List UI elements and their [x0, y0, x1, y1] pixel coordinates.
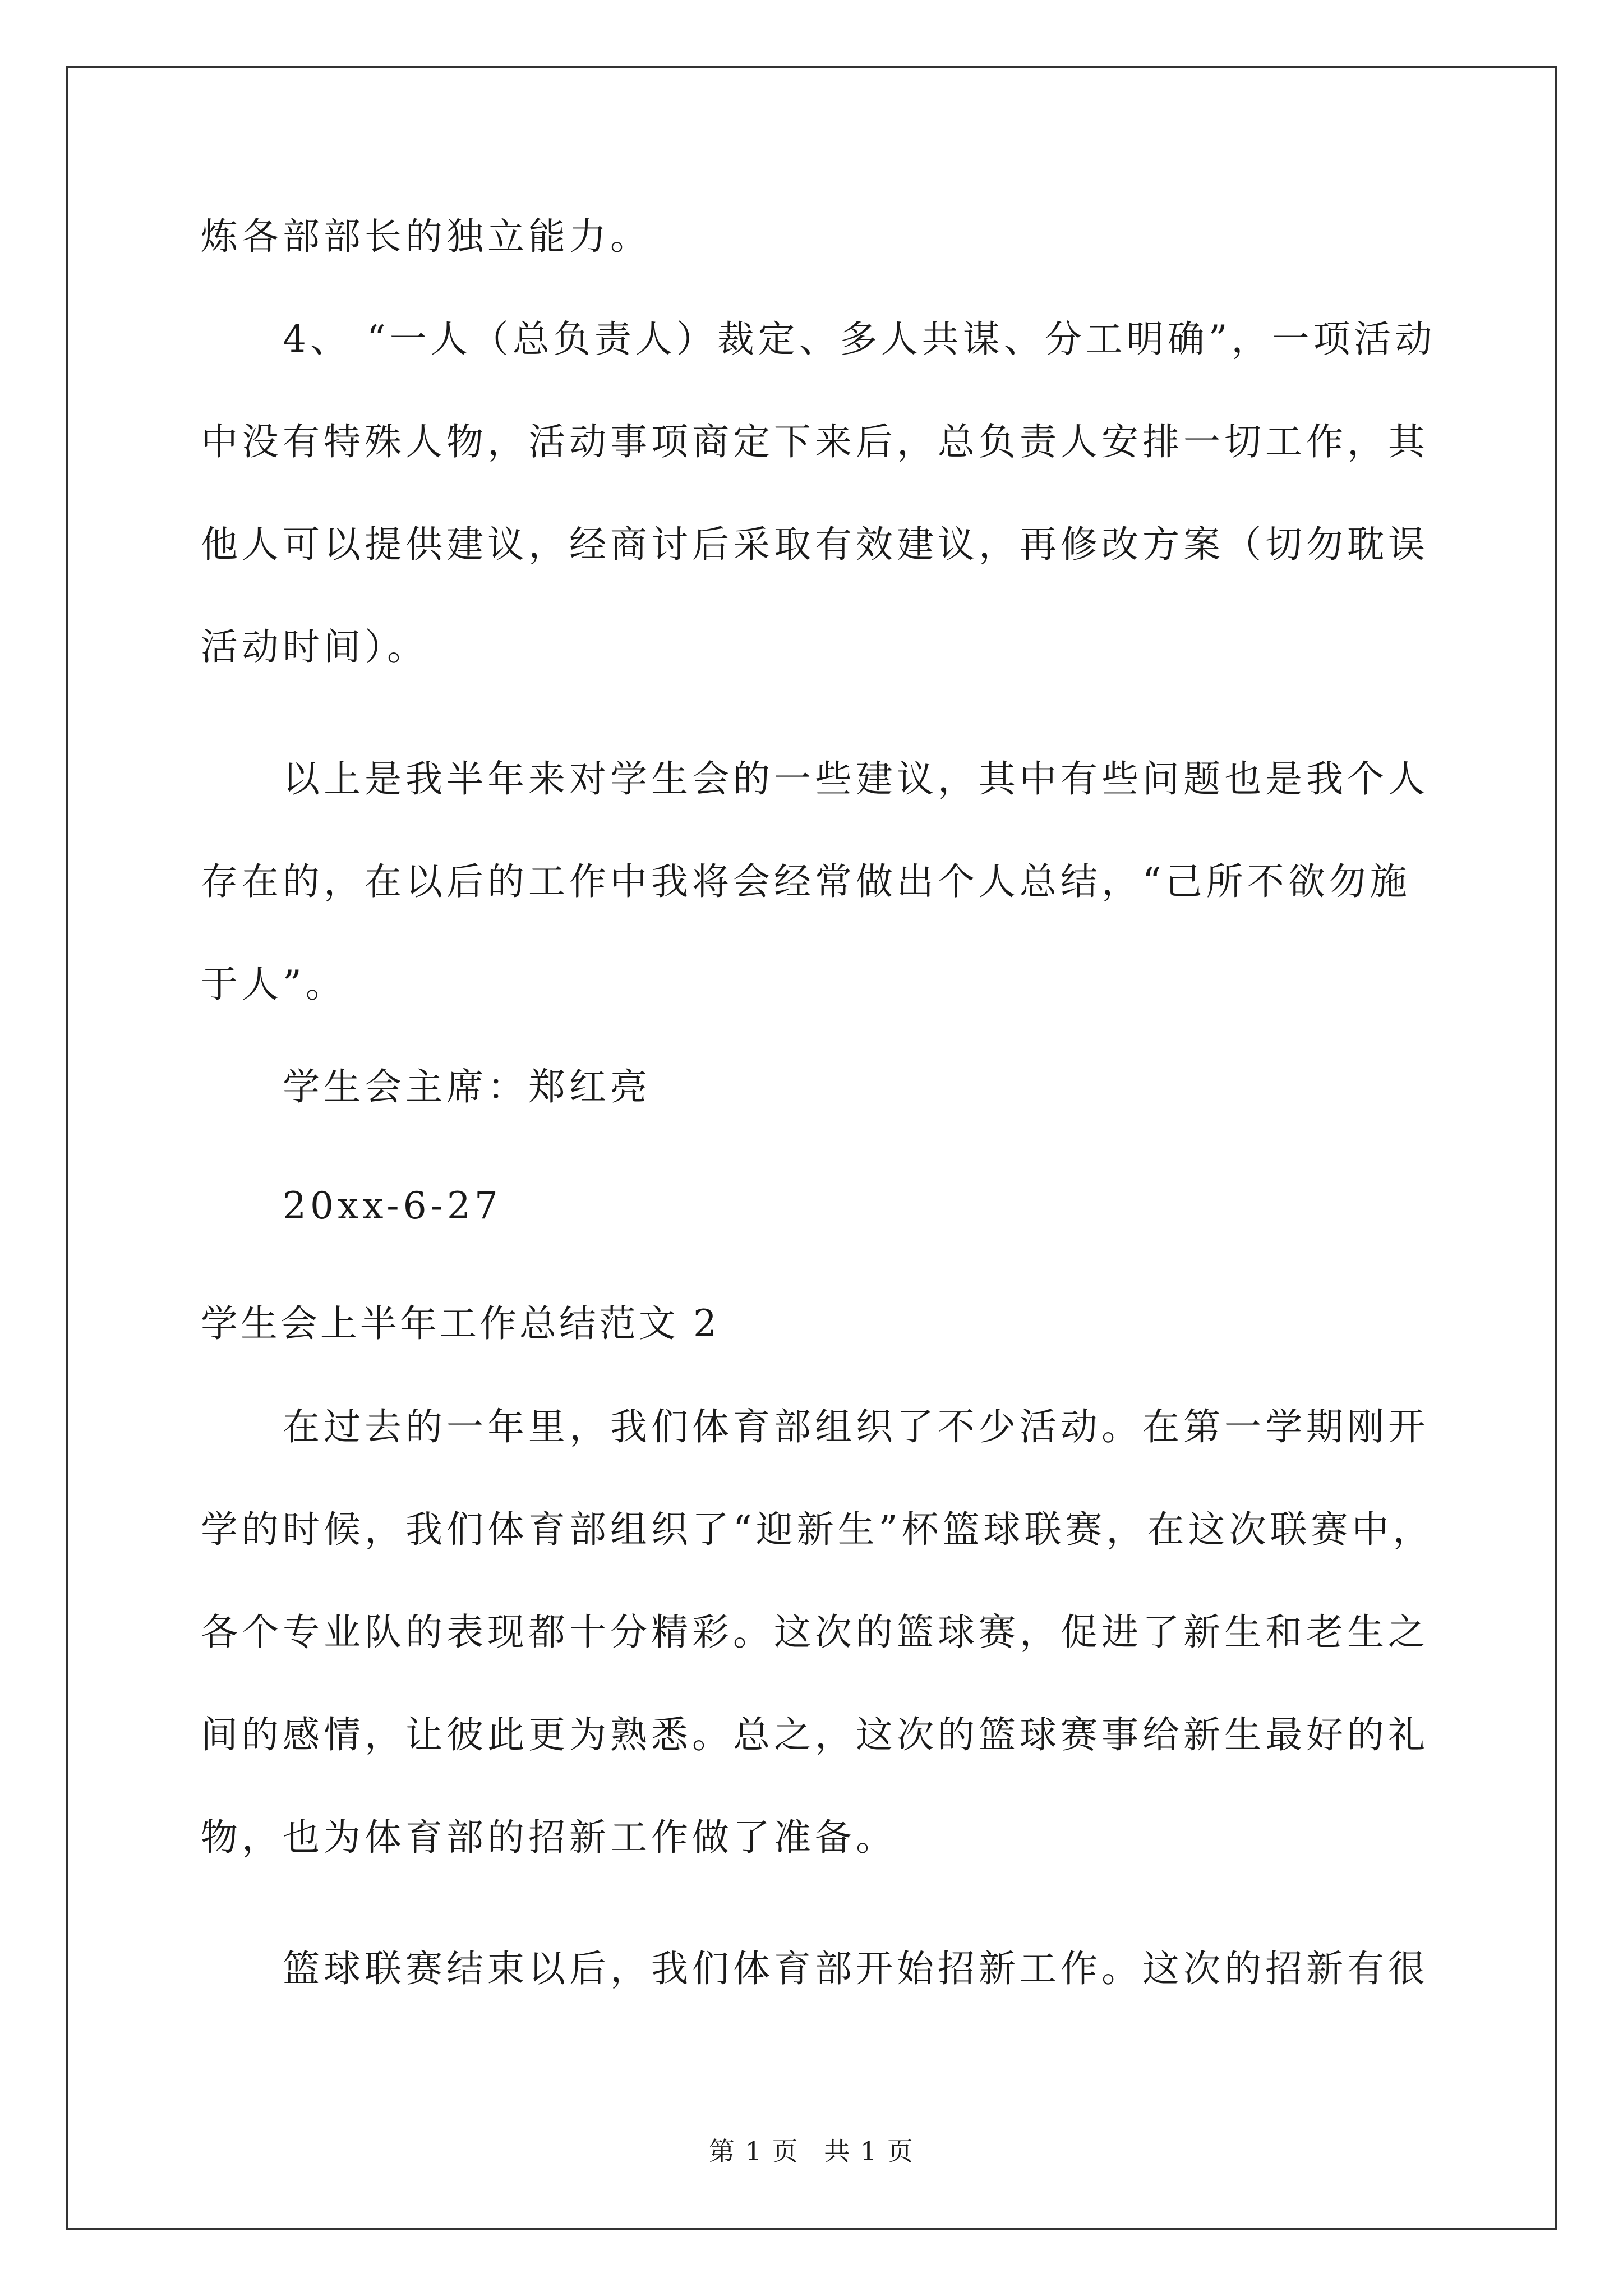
- text-line: 物，也为体育部的招新工作做了准备。: [201, 1816, 897, 1859]
- text-line: 于人”。: [201, 963, 347, 1006]
- text-line: 炼各部部长的独立能力。: [201, 215, 651, 258]
- text-line: 中没有特殊人物，活动事项商定下来后，总负责人安排一切工作，其: [201, 420, 1429, 463]
- page-footer: [0, 2134, 1623, 2168]
- text-line: 活动时间）。: [201, 625, 428, 669]
- text-line: 学的时候，我们体育部组织了“迎新生”杯篮球联赛，在这次联赛中，: [201, 1508, 1434, 1551]
- text-line: 存在的，在以后的工作中我将会经常做出个人总结，“己所不欲勿施: [201, 860, 1411, 903]
- paragraph-start: 篮球联赛结束以后，我们体育部开始招新工作。这次的招新有很: [283, 1947, 1429, 1990]
- section-heading: 学生会上半年工作总结范文 2: [201, 1302, 720, 1345]
- paragraph-start: 在过去的一年里，我们体育部组织了不少活动。在第一学期刚开: [283, 1405, 1429, 1448]
- text-line: 各个专业队的表现都十分精彩。这次的篮球赛，促进了新生和老生之: [201, 1611, 1429, 1654]
- signature-line: 学生会主席：郑红亮: [283, 1065, 651, 1108]
- text-line: 他人可以提供建议，经商讨后采取有效建议，再修改方案（切勿耽误: [201, 523, 1429, 566]
- text-line: 间的感情，让彼此更为熟悉。总之，这次的篮球赛事给新生最好的礼: [201, 1713, 1429, 1756]
- page-number: 第 1 页: [709, 2136, 799, 2166]
- page-border: [66, 66, 1557, 2230]
- paragraph-start: 以上是我半年来对学生会的一些建议，其中有些问题也是我个人: [283, 757, 1429, 800]
- page-total: 共 1 页: [824, 2136, 914, 2166]
- list-item-4: 4、 “一人（总负责人）裁定、多人共谋、分工明确”，一项活动: [283, 318, 1436, 361]
- date-line: 20xx-6-27: [283, 1184, 502, 1227]
